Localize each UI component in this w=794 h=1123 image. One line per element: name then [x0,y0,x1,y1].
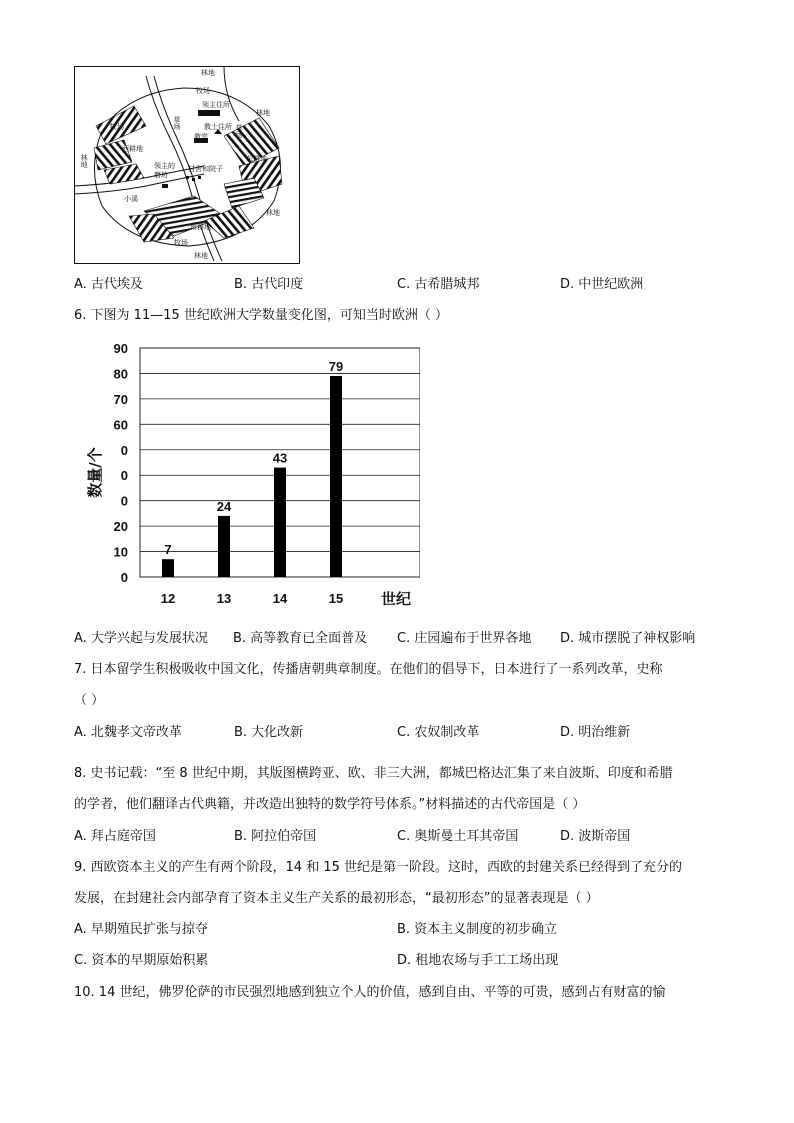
bar [162,559,174,577]
q9-stem-line2: 发展，在封建社会内部孕育了资本主义生产关系的最初形态，“最初形态”的显著表现是（ ） [74,891,599,906]
y-tick-label: 0 [120,468,128,484]
q7-option-b[interactable]: B. 大化改新 [234,725,304,740]
map-label-woodland-bottom: 林地 [194,252,208,260]
map-label-south-field: 南耕地 [190,223,211,231]
manor-map [74,66,300,264]
y-tick-label: 20 [113,519,128,535]
q6-stem: 6. 下图为 11—15 世纪欧洲大学数量变化图，可知当时欧洲（ ） [74,308,449,323]
chart-svg [80,338,420,613]
q8-option-d[interactable]: D. 波斯帝国 [560,829,631,844]
q9-option-c[interactable]: C. 资本的早期原始积累 [74,953,209,968]
y-tick-label: 60 [113,417,128,433]
x-tick-label: 15 [328,591,344,606]
map-label-east-field: 东耕地 [246,155,267,163]
q5-option-c[interactable]: C. 古希腊城邦 [397,277,480,292]
q10-stem-line1: 10. 14 世纪，佛罗伦萨的市民强烈地感到独立个人的价值，感到自由、平等的可贵，感到占有财富的愉 [74,985,666,1000]
q5-option-a[interactable]: A. 古代埃及 [74,277,143,292]
map-label-woodland-right-top: 林地 [256,109,270,117]
y-tick-label: 0 [120,493,128,509]
map-label-meadow-right: 草场 [235,124,243,138]
map-label-woodland-left: 林地 [80,154,88,168]
q8-option-a[interactable]: A. 拜占庭帝国 [74,829,156,844]
q8-option-b[interactable]: B. 阿拉伯帝国 [234,829,317,844]
map-label-woodland-top: 林地 [201,69,215,77]
y-tick-label: 80 [113,366,128,382]
map-label-pasture-bottom: 牧场 [174,239,188,247]
y-axis-label: 数量/个 [86,447,104,498]
q7-stem-line2: （ ） [74,693,105,708]
q8-option-c[interactable]: C. 奥斯曼土耳其帝国 [397,829,519,844]
y-tick-label: 10 [113,544,128,560]
map-label-priest-residence: 教士住所 [204,123,232,131]
university-count-chart [80,338,420,613]
data-label: 7 [164,542,172,558]
q8-stem-line2: 的学者，他们翻译古代典籍，并改造出独特的数学符号体系。”材料描述的古代帝国是（ ） [74,797,586,812]
data-label: 24 [216,498,232,514]
y-tick-label: 70 [113,391,128,407]
y-tick-label: 0 [120,442,128,458]
q6-option-d[interactable]: D. 城市摆脱了神权影响 [560,631,696,646]
map-label-west-field: 西耕地 [122,145,143,153]
manor-map-drawing [74,66,300,264]
data-label: 79 [328,358,344,374]
data-label: 43 [272,450,288,466]
q9-option-b[interactable]: B. 资本主义制度的初步确立 [397,922,558,937]
map-label-pasture-left: 牧场 [110,123,124,131]
x-tick-label: 12 [160,591,176,606]
map-label-village-courtyard: 村舍和院子 [188,165,223,173]
q7-stem-line1: 7. 日本留学生积极吸收中国文化，传播唐朝典章制度。在他们的倡导下，日本进行了一系列改革，史称 [74,662,663,677]
q9-option-d[interactable]: D. 租地农场与手工工场出现 [397,953,559,968]
x-tick-label: 13 [216,591,232,606]
q9-stem-line1: 9. 西欧资本主义的产生有两个阶段，14 和 15 世纪是第一阶段。这时，西欧的封建关系已经得到了充分的 [74,860,683,875]
map-label-woodland-right: 林地 [266,209,280,217]
y-tick-label: 0 [120,570,128,585]
lord-residence-block [198,110,220,116]
y-tick-label: 90 [113,341,128,356]
q9-option-a[interactable]: A. 早期殖民扩张与掠夺 [74,922,208,937]
x-tick-label: 14 [272,591,288,606]
q7-option-d[interactable]: D. 明治维新 [560,725,631,740]
map-label-lord-mill: 领主的磨坊 [154,162,175,179]
q6-option-c[interactable]: C. 庄园遍布于世界各地 [397,631,532,646]
map-label-lord-residence: 领主住所 [202,101,230,109]
q6-option-a[interactable]: A. 大学兴起与发展状况 [74,631,208,646]
q5-option-b[interactable]: B. 古代印度 [234,277,304,292]
mill-symbol [162,184,168,188]
x-axis-label: 世纪 [380,590,412,608]
bar [274,468,286,577]
map-label-meadow-left: 草场 [173,116,181,130]
q5-option-d[interactable]: D. 中世纪欧洲 [560,277,644,292]
q8-stem-line1: 8. 史书记载：“至 8 世纪中期，其版图横跨亚、欧、非三大洲，都城巴格达汇集了来自波斯、印度和希腊 [74,766,673,781]
q7-option-c[interactable]: C. 农奴制改革 [397,725,480,740]
q6-option-b[interactable]: B. 高等教育已全面普及 [233,631,368,646]
bar [330,376,342,577]
map-label-pasture-top: 牧场 [196,87,210,95]
map-label-church: 教堂 [194,133,208,141]
map-label-stream: 小溪 [124,195,138,203]
q7-option-a[interactable]: A. 北魏孝文帝改革 [74,725,182,740]
bar [218,516,230,577]
